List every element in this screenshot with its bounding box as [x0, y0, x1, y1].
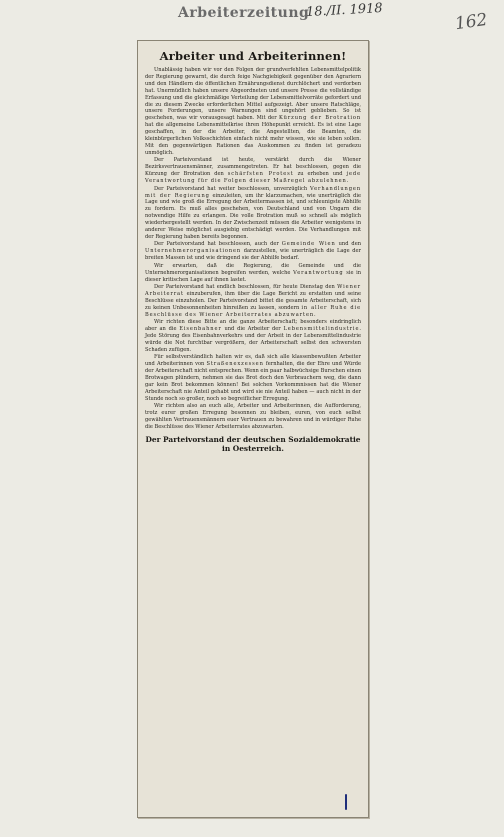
paragraph-text: Unablässig haben wir vor den Folgen der grundverfehlten Lebensmittelpolitik der Regierung gewarnt, die durch feige Nachgiebigkeit gegenüber den Agrariern und den Händlern die öffentlichen Ernährungsdienst durchlöchert und verdorben hat. Unermüdlich haben unsere Abgeordneten und unsere Presse die vollständige Erfassung und die gleichmäßige Verteilung der Lebensmittelvorräte gefordert und die zu diesem Zwecke erforderlichen Mittel aufgezeigt. Aber unsere Ratschläge, unsere Forderungen, unsere Warnungen sind ungehört geblieben. So ist geschehen, was wir vorausgesagt haben. Mit der	[145, 67, 361, 122]
paragraph-text: einzuberufen, ihm über die Lage Bericht zu erstatten und seine Beschlüsse einzuholen. Der Parteivorstand bittet die gesamte Arbeiterschaft, sich zu keinen Unbesonnenheiten hinreißen zu lassen, sondern	[145, 290, 361, 311]
emphasized-text: Unternehmerorganisationen	[145, 248, 242, 255]
emphasized-text: in aller Ruhe die Beschlüsse des Wiener Arbeiterrates abzuwarten.	[145, 304, 361, 318]
paragraph-text: einzuleiten, um ihr klarzumachen, wie unerträglich die Lage und wie groß die Erregung der Arbeitermassen ist, und schleunigste Abhilfe zu fordern. Es muß alles geschehen, von Deutschland und von Ungarn die notwendige Hilfe zu erlangen. Die volle Brotration muß so schnell als möglich wiederhergestellt werden. In der Zwischenzeit müssen die Arbeiter wenigstens in anderer Weise möglichst ausgiebig entschädigt werden. Die Verhandlungen mit der Regierung haben bereits begonnen.	[145, 192, 362, 240]
emphasized-text: Gemeinde Wien	[281, 241, 336, 248]
paragraph-text: und den	[335, 241, 361, 248]
emphasized-text: Wiener Arbeiterrat	[145, 284, 361, 297]
paragraph-text: hat die allgemeine Lebensmittelkrise ihren Höhepunkt erreicht. Es ist eine Lage geschaffen, in der die Arbeiter, die Angestellten, die Beamten, die kleinbürgerlichen Volksschichten einfach nicht mehr wissen, wie sie leben sollen. Mit den gegenwärtigen Rationen das Auskommen zu finden ist geradezu unmöglich.	[145, 122, 361, 156]
newspaper-name-stamp: Arbeiterzeitung	[178, 5, 310, 21]
signature-line-1: Der Parteivorstand der deutschen Sozialdemokratie	[145, 434, 361, 444]
paragraph-text: Der Parteivorstand hat endlich beschlossen, für heute Dienstag den	[154, 284, 338, 291]
paragraph-text: . Jede Störung des Eisenbahnverkehrs und der Arbeit in der Lebensmittelindustrie würde die Not furchtbar vergrößern, der Arbeiterschaft selbst den schwersten Schaden zufügen.	[145, 326, 361, 353]
emphasized-text: Kürzung der Brotration	[279, 115, 362, 122]
article-paragraph	[145, 319, 361, 354]
article-paragraph	[145, 284, 361, 319]
emphasized-text: Straßenexzessen	[206, 361, 264, 368]
paragraph-text: Der Parteivorstand ist heute, verstärkt durch die Wiener Bezirksvertrauensmänner, zusammengetreten. Er hat beschlossen, gegen die Kürzung der Brotration den	[145, 157, 361, 178]
newspaper-clipping	[137, 40, 369, 818]
paragraph-text: sie in dieser kritischen Lage auf ihnen lastet.	[145, 269, 362, 283]
paragraph-text: Für selbstverständlich halten wir es, daß sich alle klassenbewußten Arbeiter und Arbeiterinnen von	[145, 354, 361, 368]
handwritten-sheet-number: 162	[453, 9, 489, 35]
emphasized-text: schärfsten Protest	[227, 171, 294, 178]
article-paragraph	[145, 403, 361, 431]
article-paragraph	[145, 241, 361, 262]
paragraph-text: zu erheben und	[293, 171, 347, 178]
article-paragraph	[145, 354, 361, 402]
paragraph-text: fernhalten, die der Ehre und Würde der Arbeiterschaft nicht entsprechen. Wenn ein paar halbwüchsige Burschen einen Brotwagen plündern, nehmen sie das Brot doch den Verbrauchern weg, die dann gar kein Brot bekommen können! Bei solchen Vorkommnissen hat die Wiener Arbeiterschaft nie Anteil gehabt und wird sie nie Anteil haben — auch nicht in der Stunde noch so großer, noch so begreiflicher Erregung.	[145, 361, 361, 402]
article-body	[145, 67, 361, 431]
article-paragraph	[145, 157, 361, 185]
emphasized-text: Eisenbahner	[179, 326, 222, 333]
emphasized-text: jede Verantwortung für die Folgen dieser Maßregel abzulehnen.	[145, 171, 361, 185]
article-paragraph	[145, 263, 361, 284]
article-signature	[145, 435, 361, 454]
emphasized-text: Lebensmittelindustrie	[283, 326, 360, 333]
emphasized-text: Verantwortung	[293, 269, 344, 276]
article-paragraph	[145, 67, 361, 157]
paragraph-text: Der Parteivorstand hat beschlossen, auch der	[154, 241, 282, 248]
article-headline: Arbeiter und Arbeiterinnen!	[159, 49, 347, 63]
paragraph-text: Wir richten also an euch alle, Arbeiter und Arbeiterinnen, die Aufforderung, trotz eurer großen Erregung besonnen zu bleiben, euren, von euch selbst gewählten Vertrauensmännern euer Vertrauen zu bewahren und in würdiger Ruhe die Beschlüsse des Wiener Arbeiterrates abzuwarten.	[145, 403, 361, 430]
article-paragraph	[145, 186, 361, 241]
emphasized-text: Verhandlungen mit der Regierung	[145, 185, 361, 199]
paragraph-text: Der Parteivorstand hat weiter beschlossen, unverzüglich	[154, 185, 311, 192]
paragraph-text: Wir erwarten, daß die Regierung, die Gemeinde und die Unternehmerorganisationen begreifen werden, welche	[145, 262, 361, 276]
pen-mark	[345, 794, 347, 810]
paragraph-text: darzustellen, wie unerträglich die Lage der breiten Massen ist und wie dringend sie der Abhilfe bedarf.	[145, 248, 361, 262]
handwritten-date: 18./II. 1918	[305, 1, 384, 20]
paragraph-text: und die Arbeiter der	[221, 326, 284, 333]
signature-line-2: in Oesterreich.	[222, 444, 284, 454]
paragraph-text: Wir richten diese Bitte an die ganze Arbeiterschaft; besonders eindringlich aber an die	[145, 319, 361, 333]
